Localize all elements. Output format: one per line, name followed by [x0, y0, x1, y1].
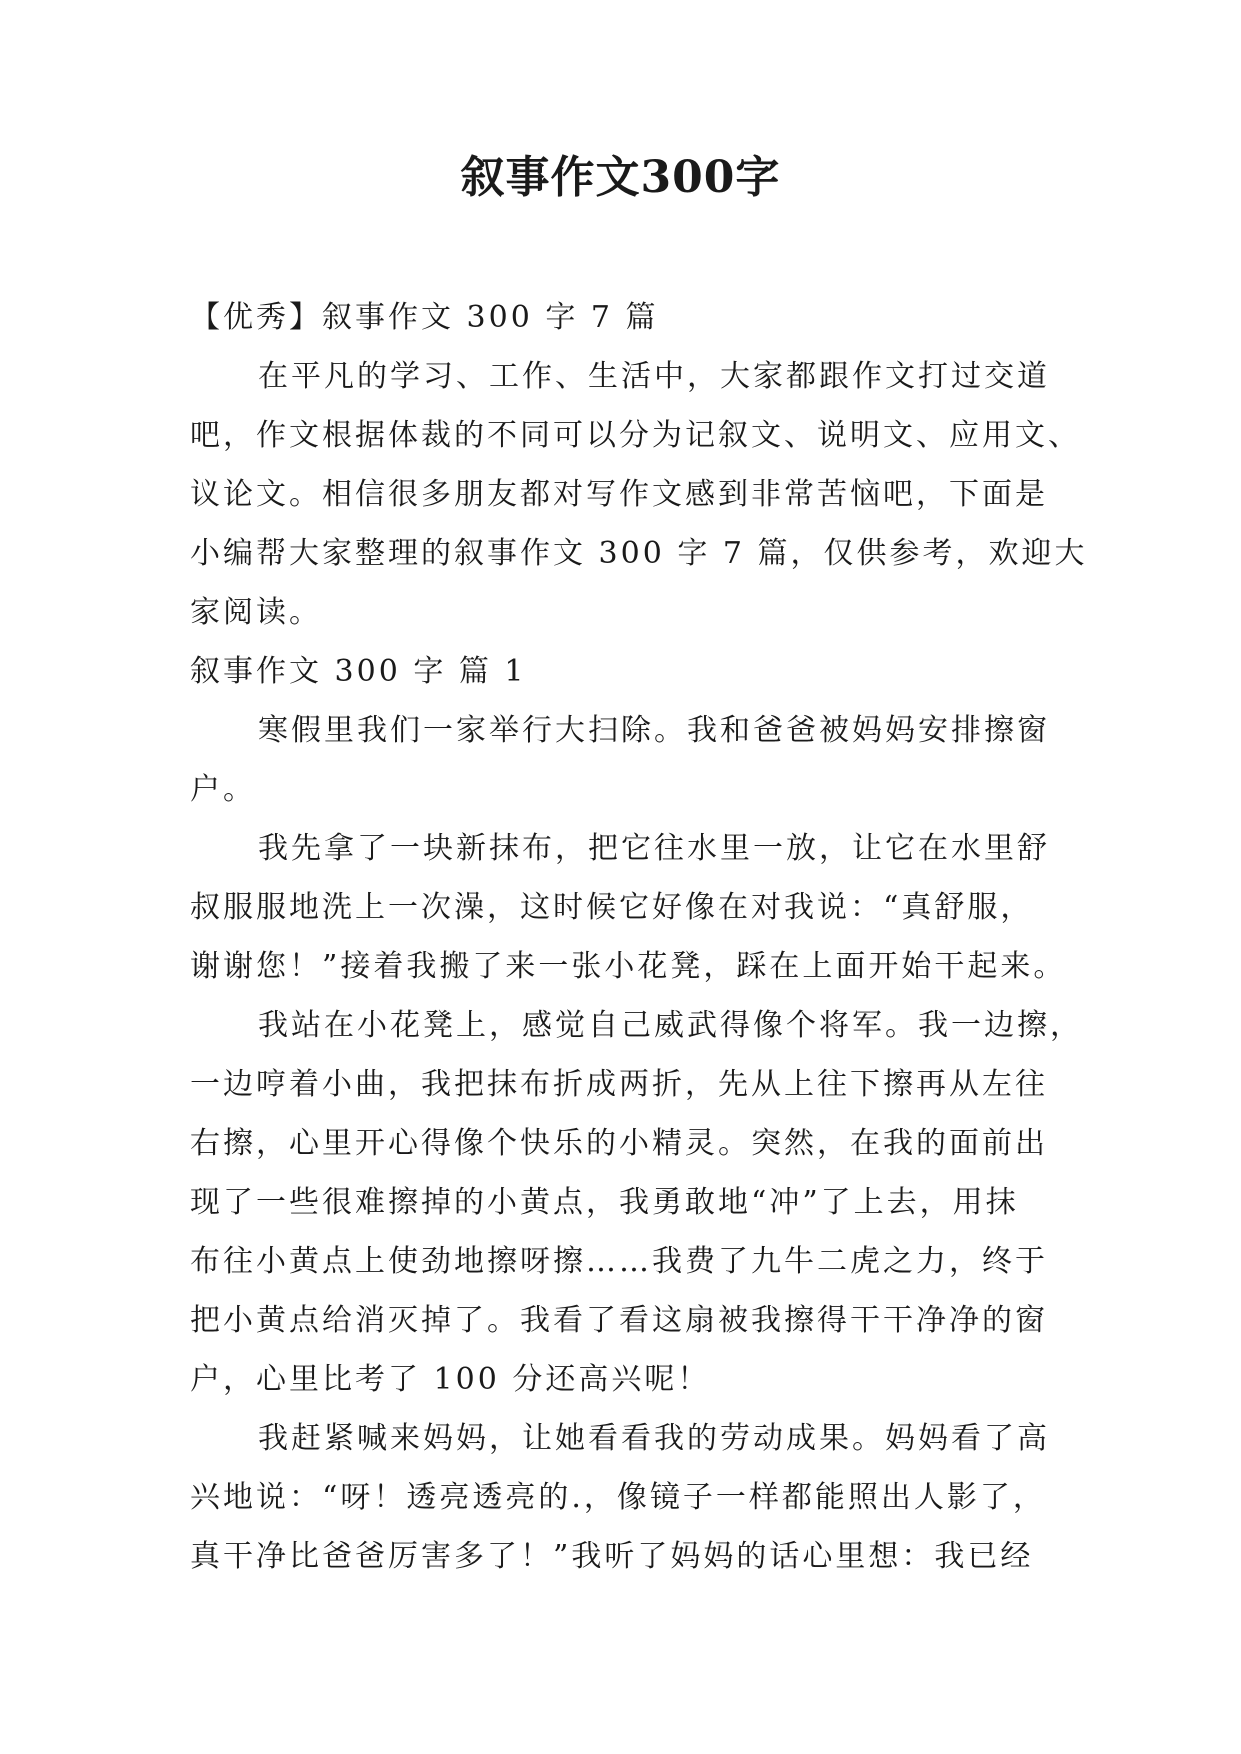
text-line: 我站在小花凳上，感觉自己威武得像个将军。我一边擦，	[258, 1008, 1083, 1043]
text-line: 现了一些很难擦掉的小黄点，我勇敢地“冲”了上去，用抹	[190, 1185, 1019, 1220]
text-line: 谢谢您！”接着我搬了来一张小花凳，踩在上面开始干起来。	[190, 949, 1067, 984]
text-line: 兴地说：“呀！透亮透亮的.，像镜子一样都能照出人影了，	[190, 1480, 1046, 1515]
text-line: 右擦，心里开心得像个快乐的小精灵。突然，在我的面前出	[190, 1126, 1048, 1161]
text-line: 家阅读。	[190, 595, 322, 630]
text-line: 真干净比爸爸厉害多了！”我听了妈妈的话心里想：我已经	[190, 1539, 1034, 1574]
text-line: 在平凡的学习、工作、生活中，大家都跟作文打过交道	[258, 359, 1050, 394]
text-line: 把小黄点给消灭掉了。我看了看这扇被我擦得干干净净的窗	[190, 1303, 1048, 1338]
text-line: 我先拿了一块新抹布，把它往水里一放，让它在水里舒	[258, 831, 1050, 866]
text-line: 一边哼着小曲，我把抹布折成两折，先从上往下擦再从左往	[190, 1067, 1048, 1102]
text-line: 寒假里我们一家举行大扫除。我和爸爸被妈妈安排擦窗	[258, 713, 1050, 748]
text-line: 叙事作文 300 字 篇 1	[190, 654, 527, 689]
text-line: 我赶紧喊来妈妈，让她看看我的劳动成果。妈妈看了高	[258, 1421, 1050, 1456]
document-body	[190, 288, 1088, 1586]
text-line: 小编帮大家整理的叙事作文 300 字 7 篇，仅供参考，欢迎大	[190, 536, 1088, 571]
text-line: 布往小黄点上使劲地擦呀擦……我费了九牛二虎之力，终于	[190, 1244, 1048, 1279]
text-line: 户。	[190, 772, 256, 807]
text-line: 议论文。相信很多朋友都对写作文感到非常苦恼吧，下面是	[190, 477, 1048, 512]
text-line: 叔服服地洗上一次澡，这时候它好像在对我说：“真舒服，	[190, 890, 1034, 925]
document-title: 叙事作文300字	[460, 152, 781, 203]
text-line: 【优秀】叙事作文 300 字 7 篇	[190, 300, 659, 335]
text-line: 户，心里比考了 100 分还高兴呢！	[190, 1362, 711, 1397]
text-line: 吧，作文根据体裁的不同可以分为记叙文、说明文、应用文、	[190, 418, 1081, 453]
